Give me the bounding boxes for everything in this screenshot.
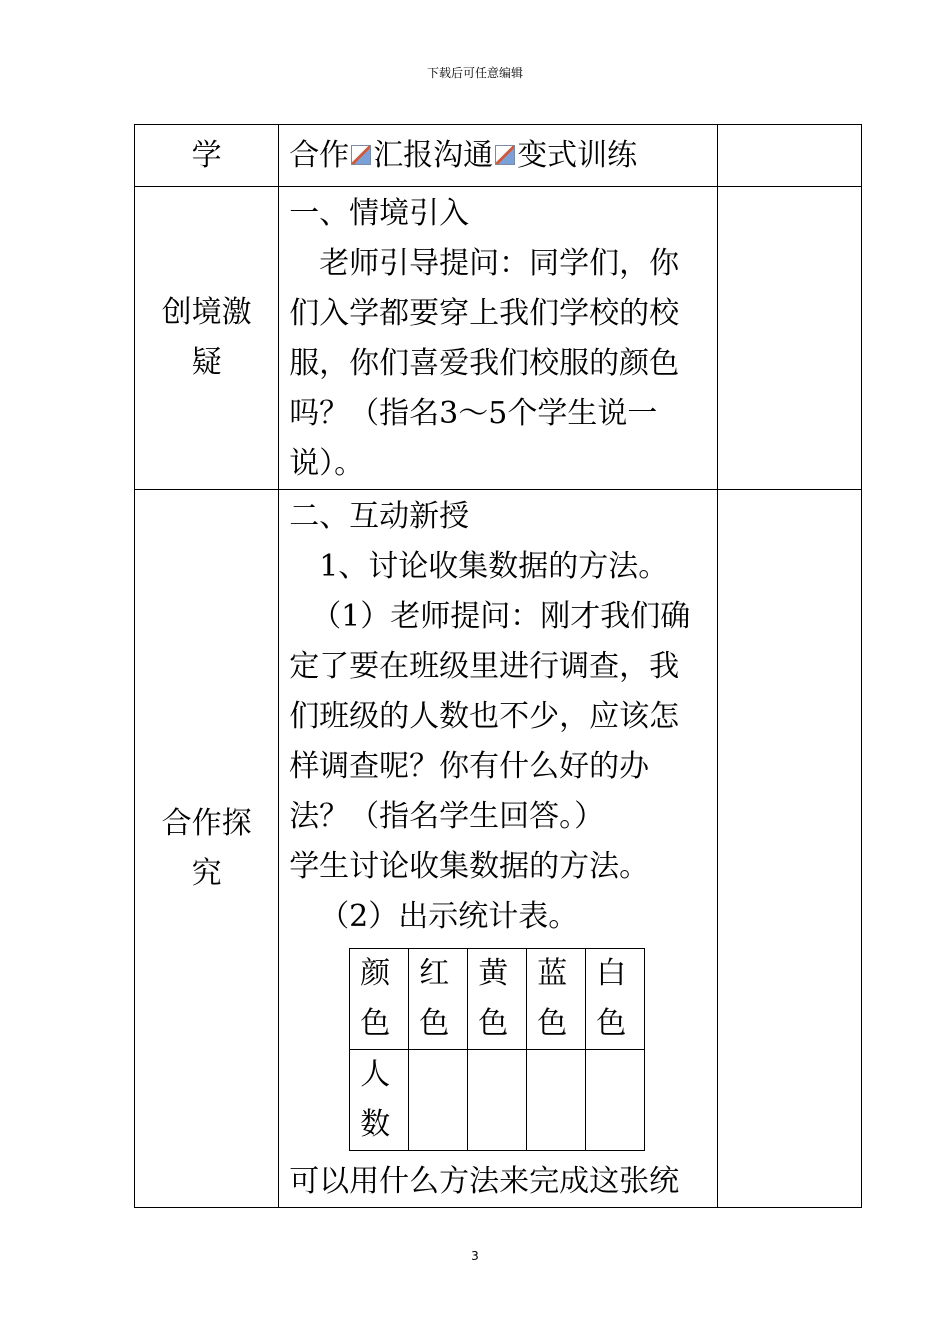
stat-row-label-cell [350, 1050, 409, 1151]
lesson-plan-table [134, 124, 862, 1208]
paragraph-line: 吗？（指名3～5个学生说一 [289, 396, 658, 431]
stat-empty-cell [409, 1050, 468, 1151]
row-label-hezuo [135, 490, 279, 1208]
table-row [135, 490, 862, 1208]
paragraph-line: （2）出示统计表。 [319, 899, 579, 934]
title-part-1: 合作 [289, 137, 350, 173]
section-intro-cell [279, 187, 718, 490]
table-row [135, 187, 862, 490]
table-row [135, 125, 862, 187]
stat-empty-cell [527, 1050, 586, 1151]
paragraph-line: 老师引导提问：同学们，你 [319, 246, 680, 281]
stat-cell-text: 颜色 [360, 956, 391, 1041]
notes-cell [717, 187, 861, 490]
stat-empty-cell [586, 1050, 645, 1151]
section-heading: 二、互动新授 [289, 499, 470, 534]
paragraph-line: 们班级的人数也不少，应该怎 [289, 699, 680, 734]
stat-header-cell [527, 949, 586, 1050]
section-new-teaching-cell [279, 490, 718, 1208]
row-label-chuangjing [135, 187, 279, 490]
paragraph-line: 可以用什么方法来完成这张统 [289, 1164, 680, 1199]
row-label-xue [135, 125, 279, 187]
stat-header-cell [409, 949, 468, 1050]
stat-header-cell [468, 949, 527, 1050]
notes-cell [717, 125, 861, 187]
stat-empty-cell [468, 1050, 527, 1151]
stat-header-row [350, 949, 645, 1050]
paragraph-line: 们入学都要穿上我们学校的校 [289, 296, 680, 331]
stat-cell-text: 白色 [596, 956, 627, 1041]
paragraph-line: 学生讨论收集数据的方法。 [289, 849, 650, 884]
paragraph-line: 1、讨论收集数据的方法。 [319, 549, 669, 584]
title-part-3: 变式训练 [517, 137, 638, 173]
paragraph-line: 服，你们喜爱我们校服的颜色 [289, 346, 680, 381]
page-number: 3 [471, 1249, 479, 1263]
section-heading: 一、情境引入 [289, 196, 470, 231]
paragraph-line: 法？（指名学生回答。） [289, 799, 605, 834]
paragraph-line: 说）。 [289, 446, 365, 481]
row-title-cell [279, 125, 718, 187]
stat-cell-text: 人数 [360, 1057, 391, 1142]
paragraph-line: 样调查呢？你有什么好的办 [289, 749, 650, 784]
row-label-text: 合作探究 [161, 805, 252, 891]
title-part-2: 汇报沟通 [373, 137, 494, 173]
stat-header-cell [586, 949, 645, 1050]
page-header-note: 下载后可任意编辑 [426, 66, 523, 80]
stat-header-cell [350, 949, 409, 1050]
notes-cell [717, 490, 861, 1208]
stat-cell-text: 蓝色 [537, 956, 568, 1041]
paragraph-line: 定了要在班级里进行调查，我 [289, 649, 680, 684]
row-label-text: 学 [191, 137, 222, 173]
row-label-text: 创境激疑 [161, 295, 252, 380]
stat-cell-text: 红色 [419, 956, 450, 1041]
broken-image-icon [351, 145, 371, 165]
stat-count-row [350, 1050, 645, 1151]
stat-cell-text: 黄色 [478, 956, 509, 1041]
color-statistics-table [349, 948, 645, 1151]
paragraph-line: （1）老师提问：刚才我们确 [311, 599, 691, 634]
broken-image-icon [495, 145, 515, 165]
